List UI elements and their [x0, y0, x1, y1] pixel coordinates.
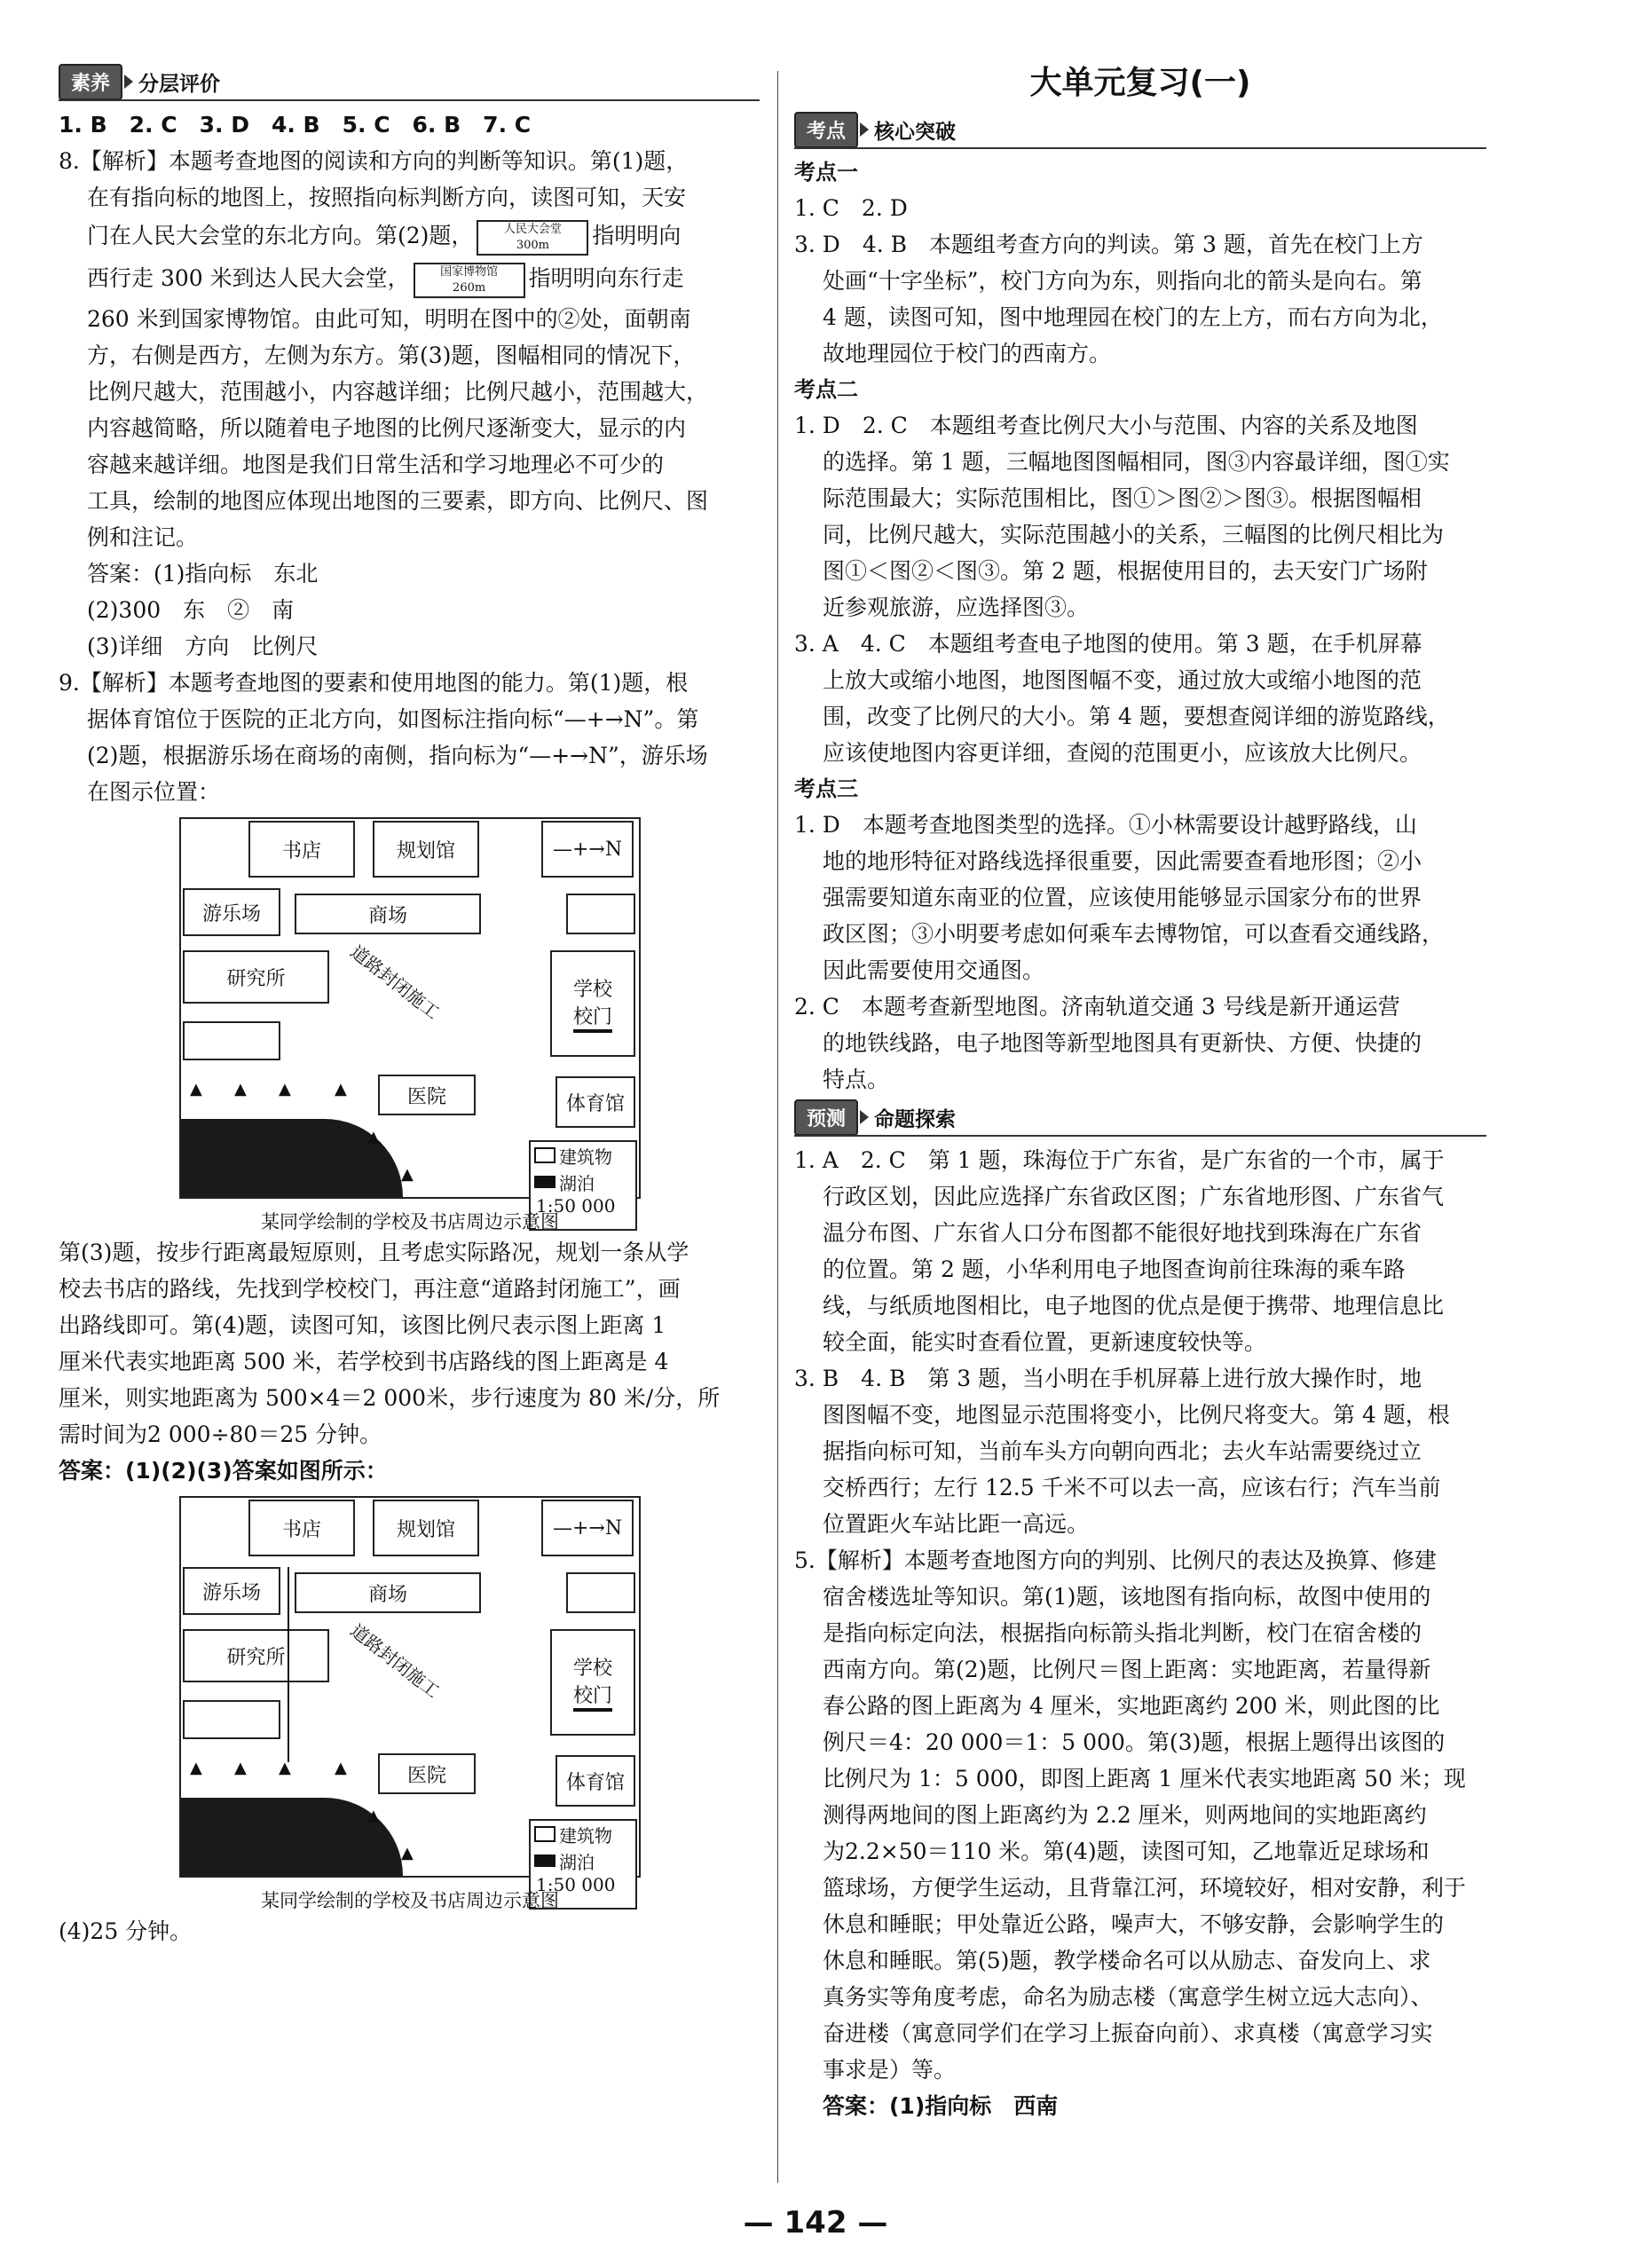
q9-line: 校去书店的路线，先找到学校校门，再注意“道路封闭施工”，画 — [59, 1276, 681, 1302]
tree-icon: ▲ — [190, 1759, 202, 1777]
north-label: N — [604, 1516, 623, 1540]
tag-rule — [59, 99, 760, 101]
q9-line: 出路线即可。第(4)题，读图可知，该图比例尺表示图上距离 1 — [59, 1312, 666, 1338]
yc-line: 春公路的图上距离为 4 厘米，实地距离约 200 米，则此图的比 — [823, 1693, 1440, 1719]
kd2-line: 际范围最大；实际范围相比，图①＞图②＞图③。根据图幅相 — [823, 485, 1422, 511]
yc-line: 真务实等角度考虑，命名为励志楼（寓意学生树立远大志向）、 — [823, 1984, 1433, 2010]
kd2-line: 3. A 4. C 本题组考查电子地图的使用。第 3 题，在手机屏幕 — [794, 631, 1422, 657]
q8-line: 内容越简略，所以随着电子地图的比例尺逐渐变大，显示的内 — [87, 415, 687, 441]
bld-xuexiao — [550, 950, 635, 1057]
q8-text: 西行走 300 米到达人民大会堂， — [87, 265, 410, 291]
q8-line — [59, 216, 760, 256]
answer-row: 1. B 2. C 3. D 4. B 5. C 6. B 7. C — [59, 112, 532, 138]
tag-rule — [794, 1135, 1486, 1137]
tree-icon: ▲ — [279, 1759, 291, 1777]
route-line — [288, 1567, 289, 1762]
bld-empty — [566, 894, 635, 934]
school-map-2 — [179, 1496, 641, 1913]
legend-text: 建筑物 — [559, 1824, 612, 1847]
bld-xuexiao — [550, 1629, 635, 1736]
tag-text: 命题探索 — [874, 1107, 957, 1131]
tree-icon: ▲ — [401, 1844, 414, 1862]
kd3-line: 特点。 — [823, 1067, 890, 1092]
yc-line: 休息和睡眠；甲处靠近公路，噪声大，不够安静，会影响学生的 — [823, 1911, 1445, 1937]
bld-empty — [183, 1700, 280, 1739]
north-arrow-box — [541, 1500, 634, 1556]
school-map-1 — [179, 817, 641, 1234]
kd3-line: 政区图；③小明要考虑如何乘车去博物馆，可以查看交通线路， — [823, 921, 1445, 947]
yc-line: 1. A 2. C 第 1 题，珠海位于广东省，是广东省的一个市，属于 — [794, 1147, 1445, 1173]
school-label: 学校 — [572, 979, 612, 1001]
tree-icon: ▲ — [335, 1080, 347, 1099]
q8-line — [59, 256, 760, 301]
sign-bottom: 300m — [516, 238, 549, 252]
q9-line: 第(3)题，按步行距离最短原则，且考虑实际路况，规划一条从学 — [59, 1240, 689, 1265]
tag-text: 核心突破 — [874, 120, 957, 144]
column-divider — [777, 71, 778, 2183]
north-arrow-icon: —+→ — [552, 838, 605, 861]
q8-line: 比例尺越大，范围越小，内容越详细；比例尺越小，范围越大， — [87, 379, 709, 405]
q8-line: 工具，绘制的地图应体现出地图的三要素，即方向、比例尺、图 — [87, 488, 709, 514]
bld-empty — [566, 1572, 635, 1613]
yc-line: 较全面，能实时查看位置，更新速度较快等。 — [823, 1329, 1267, 1355]
legend-scale: 1:50 000 — [536, 1195, 616, 1217]
bld-yanjiu: 研究所 — [183, 1629, 329, 1682]
section-tag-kaodian — [794, 110, 1486, 149]
kaodian-2-heading: 考点二 — [794, 377, 858, 402]
yc-line: 休息和睡眠。第(5)题，教学楼命名可以从励志、奋发向上、求 — [823, 1948, 1431, 1973]
page-title: 大单元复习(一) — [1029, 65, 1251, 101]
sign-renmin — [477, 220, 588, 256]
yc-line: 事求是）等。 — [823, 2057, 957, 2083]
kd2-line: 1. D 2. C 本题组考查比例尺大小与范围、内容的关系及地图 — [794, 413, 1418, 438]
legend-lake — [531, 1847, 635, 1874]
kd1-line: 3. D 4. B 本题组考查方向的判读。第 3 题，首先在校门上方 — [794, 232, 1423, 257]
yc-line: 篮球场，方便学生运动，且背靠江河，环境较好，相对安静，利于 — [823, 1875, 1467, 1901]
q9-line: 据体育馆位于医院的正北方向，如图标注指向标“—+→N”。第 — [87, 706, 699, 732]
legend-building — [531, 1142, 635, 1169]
legend-text: 湖泊 — [559, 1851, 595, 1873]
bld-yanjiu: 研究所 — [183, 950, 329, 1004]
bld-shangchang: 商场 — [295, 894, 481, 934]
yc-line: 位置距火车站比距一高远。 — [823, 1511, 1090, 1537]
bld-yiyuan: 医院 — [378, 1075, 476, 1115]
q9-line: (2)题，根据游乐场在商场的南侧，指向标为“—+→N”，游乐场 — [87, 743, 708, 768]
tag-text: 分层评价 — [138, 72, 221, 96]
tag-rule — [794, 147, 1486, 149]
kd2-line: 图①＜图②＜图③。第 2 题，根据使用目的，去天安门广场附 — [823, 558, 1428, 584]
q8-line: 260 米到国家博物馆。由此可知，明明在图中的②处，面朝南 — [87, 306, 691, 332]
left-column — [59, 62, 760, 1949]
kd1-line: 故地理园位于校门的西南方。 — [823, 341, 1112, 366]
kd1-line: 处画“十字坐标”，校门方向为东，则指向北的箭头是向右。第 — [823, 268, 1422, 294]
kd2-line: 近参观旅游，应选择图③。 — [823, 595, 1090, 620]
q9-line: 厘米，则实地距离为 500×4＝2 000米，步行速度为 80 米/分，所 — [59, 1385, 721, 1411]
kd3-line: 地的地形特征对路线选择很重要，因此需要查看地形图；②小 — [823, 848, 1422, 874]
tree-icon: ▲ — [367, 1128, 380, 1146]
q8-line: 方，右侧是西方，左侧为东方。第(3)题，图幅相同的情况下， — [87, 343, 696, 368]
bld-youle: 游乐场 — [183, 888, 280, 936]
yc-line: 交桥西行；左行 12.5 千米不可以去一高，应该右行；汽车当前 — [823, 1475, 1441, 1500]
yc-line: 3. B 4. B 第 3 题，当小明在手机屏幕上进行放大操作时，地 — [794, 1366, 1422, 1391]
tree-icon: ▲ — [367, 1807, 380, 1825]
yc-line: 测得两地间的图上距离约为 2.2 厘米，则两地间的实地距离约 — [823, 1802, 1427, 1828]
gate-label: 校门 — [573, 1681, 612, 1712]
q9-final: (4)25 分钟。 — [59, 1918, 193, 1944]
yc-line: 为2.2×50＝110 米。第(4)题，读图可知，乙地靠近足球场和 — [823, 1839, 1430, 1864]
tag-box: 素养 — [59, 64, 122, 100]
tag-box: 预测 — [794, 1099, 858, 1136]
tag-box: 考点 — [794, 112, 858, 148]
yc-answer: 答案：(1)指向标 西南 — [823, 2093, 1059, 2119]
road-closed-note: 道路封闭施工 — [346, 1619, 444, 1703]
bld-youle: 游乐场 — [183, 1567, 280, 1615]
sign-top: 人民大会堂 — [503, 222, 562, 236]
north-arrow-icon: —+→ — [552, 1516, 605, 1540]
legend-scale: 1:50 000 — [536, 1874, 616, 1895]
tree-icon: ▲ — [190, 1080, 202, 1099]
school-label: 学校 — [572, 1658, 612, 1680]
kd1-line: 4 题，读图可知，图中地理园在校门的左上方，而右方向为北， — [823, 304, 1443, 330]
tree-icon: ▲ — [234, 1080, 247, 1099]
sign-bottom: 260m — [453, 280, 486, 295]
kd3-line: 2. C 本题考查新型地图。济南轨道交通 3 号线是新开通运营 — [794, 994, 1400, 1020]
arrow-icon — [860, 122, 869, 137]
section-tag-suyang — [59, 62, 760, 101]
kd3-line: 1. D 本题考查地图类型的选择。①小林需要设计越野路线，山 — [794, 812, 1417, 838]
bld-empty — [183, 1021, 280, 1060]
right-column — [794, 62, 1486, 2124]
yc-line: 宿舍楼选址等知识。第(1)题，该地图有指向标，故图中使用的 — [823, 1584, 1431, 1610]
legend-building — [531, 1821, 635, 1847]
q9-line: 9.【解析】本题考查地图的要素和使用地图的能力。第(1)题，根 — [59, 670, 689, 696]
section-tag-yuce — [794, 1098, 1486, 1137]
q8-answer: (3)详细 方向 比例尺 — [87, 634, 319, 659]
q8-text: 指明明向东行走 — [528, 265, 684, 291]
yc-line: 温分布图、广东省人口分布图都不能很好地找到珠海在广东省 — [823, 1220, 1422, 1246]
q8-text: 门在人民大会堂的东北方向。第(2)题， — [87, 223, 474, 248]
legend-text: 湖泊 — [559, 1172, 595, 1194]
arrow-icon — [124, 75, 133, 89]
kaodian-3-heading: 考点三 — [794, 776, 858, 801]
yc-line: 线，与纸质地图相比，电子地图的优点是便于携带、地理信息比 — [823, 1293, 1445, 1319]
tree-icon: ▲ — [401, 1165, 414, 1184]
map-caption: 某同学绘制的学校及书店周边示意图 — [261, 1890, 559, 1911]
yc-line: 的位置。第 2 题，小华利用电子地图查询前往珠海的乘车路 — [823, 1256, 1406, 1282]
q8-line: 容越来越详细。地图是我们日常生活和学习地理必不可少的 — [87, 452, 665, 477]
page-number: — 142 — — [743, 2205, 888, 2240]
north-label: N — [604, 838, 623, 861]
q8-answer: (2)300 东 ② 南 — [87, 597, 295, 623]
q8-line: 例和注记。 — [87, 524, 199, 550]
kd2-line: 围，改变了比例尺的大小。第 4 题，要想查阅详细的游览路线， — [823, 704, 1450, 729]
tree-icon: ▲ — [335, 1759, 347, 1777]
bld-guihua: 规划馆 — [373, 1500, 479, 1556]
yc-line: 据指向标可知，当前车头方向朝向西北；去火车站需要绕过立 — [823, 1438, 1422, 1464]
yc-line: 行政区划，因此应选择广东省政区图；广东省地形图、广东省气 — [823, 1184, 1445, 1209]
yc-line: 比例尺为 1：5 000，即图上距离 1 厘米代表实地距离 50 米；现 — [823, 1766, 1466, 1792]
kd2-line: 上放大或缩小地图，地图图幅不变，通过放大或缩小地图的范 — [823, 667, 1422, 693]
kd2-line: 同，比例尺越大，实际范围越小的关系，三幅图的比例尺相比为 — [823, 522, 1445, 547]
q9-line: 在图示位置： — [87, 779, 221, 805]
arrow-icon — [860, 1110, 869, 1124]
kd3-line: 的地铁线路，电子地图等新型地图具有更新快、方便、快捷的 — [823, 1030, 1422, 1056]
yc-line: 奋进楼（寓意同学们在学习上振奋向前）、求真楼（寓意学习实 — [823, 2020, 1433, 2046]
bld-guihua: 规划馆 — [373, 821, 479, 878]
yc-line: 图图幅不变，地图显示范围将变小，比例尺将变大。第 4 题，根 — [823, 1402, 1450, 1428]
kd2-line: 的选择。第 1 题，三幅地图图幅相同，图③内容最详细，图①实 — [823, 449, 1450, 475]
road-closed-note: 道路封闭施工 — [346, 941, 444, 1024]
q9-line: 厘米代表实地距离 500 米，若学校到书店路线的图上距离是 4 — [59, 1349, 669, 1374]
bld-yiyuan: 医院 — [378, 1753, 476, 1794]
q9-line: 需时间为2 000÷80＝25 分钟。 — [59, 1421, 382, 1447]
q9-answer: 答案：(1)(2)(3)答案如图所示： — [59, 1458, 388, 1484]
q8-answer: 答案：(1)指向标 东北 — [87, 561, 319, 587]
yc-line: 西南方向。第(2)题，比例尺＝图上距离：实地距离，若量得新 — [823, 1657, 1431, 1682]
q8-text: 指明明向 — [592, 223, 682, 248]
yc-line: 5.【解析】本题考查地图方向的判别、比例尺的表达及换算、修建 — [794, 1547, 1437, 1573]
kd2-line: 应该使地图内容更详细，查阅的范围更小，应该放大比例尺。 — [823, 740, 1422, 766]
bld-shudian: 书店 — [248, 1500, 355, 1556]
bld-tiyu: 体育馆 — [555, 1076, 635, 1128]
tree-icon: ▲ — [279, 1080, 291, 1099]
sign-bowuguan — [414, 263, 525, 298]
legend-lake — [531, 1169, 635, 1195]
kd1-line: 1. C 2. D — [794, 195, 908, 221]
kd3-line: 强需要知道东南亚的位置，应该使用能够显示国家分布的世界 — [823, 885, 1422, 910]
gate-label: 校门 — [573, 1002, 612, 1033]
bld-tiyu: 体育馆 — [555, 1755, 635, 1807]
bld-shudian: 书店 — [248, 821, 355, 878]
yc-line: 是指向标定向法，根据指向标箭头指北判断，校门在宿舍楼的 — [823, 1620, 1422, 1646]
tree-icon: ▲ — [234, 1759, 247, 1777]
map-caption: 某同学绘制的学校及书店周边示意图 — [261, 1211, 559, 1232]
north-arrow-box — [541, 821, 634, 878]
kd3-line: 因此需要使用交通图。 — [823, 957, 1045, 983]
legend-text: 建筑物 — [559, 1146, 612, 1168]
q8-line: 在有指向标的地图上，按照指向标判断方向，读图可知，天安 — [87, 185, 687, 210]
sign-top: 国家博物馆 — [440, 264, 499, 279]
yc-line: 例尺＝4：20 000＝1：5 000。第(3)题，根据上题得出该图的 — [823, 1729, 1446, 1755]
bld-shangchang: 商场 — [295, 1572, 481, 1613]
kaodian-1-heading: 考点一 — [794, 160, 858, 185]
q8-line: 8.【解析】本题考查地图的阅读和方向的判断等知识。第(1)题， — [59, 148, 689, 174]
